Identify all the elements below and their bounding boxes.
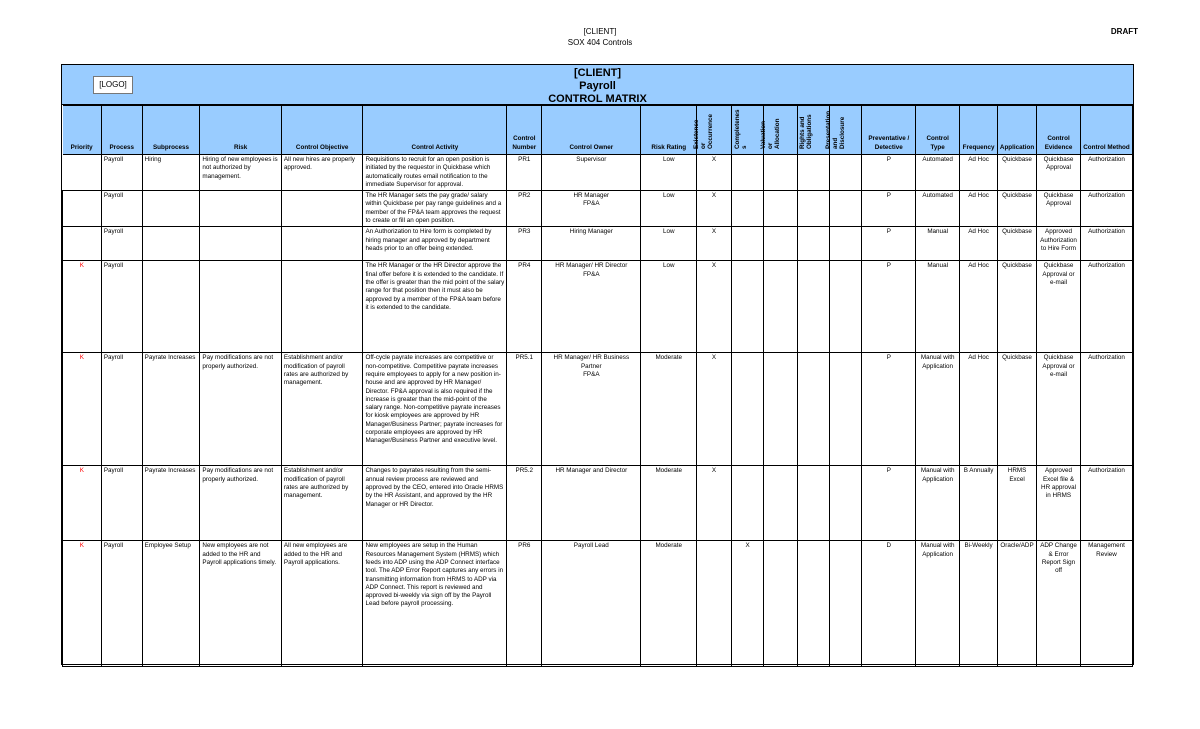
cell-rating: Low <box>641 155 697 191</box>
cell-frequency: Bi-Weekly <box>960 541 998 667</box>
table-row <box>63 353 1133 466</box>
cell-existence: X <box>697 191 732 227</box>
cell-owner: HR Manager and Director <box>542 466 641 541</box>
cell-subprocess: Employee Setup <box>142 541 200 667</box>
cell-objective: All new employees are added to the HR and Payroll applications. <box>281 541 363 667</box>
cell-risk <box>200 191 282 227</box>
cell-rights <box>798 191 830 227</box>
col-frequency: Frequency <box>960 106 998 155</box>
cell-process: Payroll <box>101 155 142 191</box>
cell-objective <box>281 191 363 227</box>
cell-activity: An Authorization to Hire form is completed by hiring manager and approved by department heads prior to an offer being extended. <box>363 227 507 261</box>
cell-valuation <box>764 261 798 353</box>
cell-application: Quickbase <box>998 353 1037 466</box>
cell-rights <box>798 353 830 466</box>
cell-owner: HR Manager/ HR Director FP&A <box>542 261 641 353</box>
cell-risk: Pay modifications are not properly authorized. <box>200 353 282 466</box>
cell-presentation <box>829 466 862 541</box>
cell-valuation <box>764 227 798 261</box>
cell-subprocess <box>142 227 200 261</box>
client-header: [CLIENT] <box>583 27 617 36</box>
cell-method: Authorization <box>1081 466 1133 541</box>
cell-existence: X <box>697 227 732 261</box>
cell-number: PR5.2 <box>507 466 542 541</box>
cell-completeness <box>731 227 764 261</box>
cell-prev-det: P <box>862 261 916 353</box>
cell-objective: Establishment and/or modification of payroll rates are authorized by management. <box>281 353 363 466</box>
cell-activity: New employees are setup in the Human Resources Management System (HRMS) which feeds into ADP using the ADP Connect interface tool. The ADP Error Report captures any errors in transmitting information from HRMS to ADP via ADP Connect. This report is reviewed and approved bi-weekly via sign off by the Payroll Lead before payroll processing. <box>363 541 507 667</box>
cell-presentation <box>829 191 862 227</box>
cell-method: Authorization <box>1081 353 1133 466</box>
cell-activity: Off-cycle payrate increases are competitive or non-competitive. Competitive payrate increases require employees to apply for a new position in-house and are approved by HR Manager/ Director. FP&A approval is also required if the increase is greater than the mid-point of the salary range. Non-competitive payrate increases for kiosk employees are approved by HR Manager/Business Partner; payrate increases for corporate employees are approved by HR Manager/Business Partner and executive level. <box>363 353 507 466</box>
cell-rights <box>798 261 830 353</box>
col-risk: Risk <box>200 106 282 155</box>
cell-control-type: Manual with Application <box>916 466 960 541</box>
cell-completeness: X <box>731 541 764 667</box>
cell-application: Quickbase <box>998 155 1037 191</box>
cell-process: Payroll <box>101 261 142 353</box>
cell-number: PR6 <box>507 541 542 667</box>
cell-frequency: Ad Hoc <box>960 261 998 353</box>
col-control-evidence: Control Evidence <box>1037 106 1081 155</box>
cell-presentation <box>829 353 862 466</box>
cell-activity: The HR Manager sets the pay grade/ salary within Quickbase per pay range guidelines and a member of the FP&A team approves the request to create or fill an open position. <box>363 191 507 227</box>
cell-control-type: Automated <box>916 191 960 227</box>
cell-number: PR5.1 <box>507 353 542 466</box>
cell-objective <box>281 227 363 261</box>
cell-application: Quickbase <box>998 191 1037 227</box>
cell-completeness <box>731 261 764 353</box>
cell-risk: Hiring of new employees is not authorized by management. <box>200 155 282 191</box>
cell-presentation <box>829 261 862 353</box>
cell-completeness <box>731 155 764 191</box>
cell-subprocess <box>142 261 200 353</box>
cell-evidence: Approved Excel file & HR approval in HRMS <box>1037 466 1081 541</box>
cell-evidence: Quickbase Approval <box>1037 191 1081 227</box>
table-row <box>63 541 1133 667</box>
cell-owner: HR Manager FP&A <box>542 191 641 227</box>
table-row <box>63 227 1133 261</box>
cell-application: HRMS Excel <box>998 466 1037 541</box>
cell-objective <box>281 261 363 353</box>
cell-number: PR2 <box>507 191 542 227</box>
cell-prev-det: P <box>862 227 916 261</box>
col-presentation <box>824 106 862 155</box>
page-header <box>0 26 1200 48</box>
logo-placeholder: [LOGO] <box>93 76 133 94</box>
cell-risk: Pay modifications are not properly authorized. <box>200 466 282 541</box>
cell-application: Oracle/ADP <box>998 541 1037 667</box>
cell-frequency: Ad Hoc <box>960 191 998 227</box>
cell-presentation <box>829 227 862 261</box>
cell-method: Authorization <box>1081 155 1133 191</box>
cell-process: Payroll <box>101 227 142 261</box>
cell-process: Payroll <box>101 466 142 541</box>
col-control-owner: Control Owner <box>542 106 641 155</box>
control-matrix <box>61 64 1134 665</box>
col-rights-label: Rights and Obligations <box>799 114 814 149</box>
cell-completeness <box>731 353 764 466</box>
cell-subprocess <box>142 191 200 227</box>
cell-frequency: B Annually <box>960 466 998 541</box>
cell-prev-det: P <box>862 155 916 191</box>
cell-valuation <box>764 541 798 667</box>
col-valuation <box>759 106 798 155</box>
cell-owner: Supervisor <box>542 155 641 191</box>
col-application: Application <box>998 106 1037 155</box>
cell-existence: X <box>697 155 732 191</box>
cell-priority <box>63 227 102 261</box>
cell-objective: Establishment and/or modification of payroll rates are authorized by management. <box>281 466 363 541</box>
cell-method: Authorization <box>1081 261 1133 353</box>
cell-priority: K <box>63 541 102 667</box>
cell-rating: Moderate <box>641 353 697 466</box>
cell-control-type: Manual with Application <box>916 541 960 667</box>
cell-evidence: Quickbase Approval or e-mail <box>1037 353 1081 466</box>
title-band <box>62 65 1133 105</box>
col-completeness-label: Completenes s <box>733 109 748 149</box>
cell-priority: K <box>63 261 102 353</box>
col-risk-rating: Risk Rating <box>641 106 697 155</box>
matrix-title <box>62 67 1133 106</box>
table-row <box>63 466 1133 541</box>
cell-evidence: ADP Change & Error Report Sign off <box>1037 541 1081 667</box>
cell-activity: Changes to payrates resulting from the semi-annual review process are reviewed and approved by the CEO, entered into Oracle HRMS by the HR Assistant, and approved by the HR Manager or HR Director. <box>363 466 507 541</box>
col-control-activity: Control Activity <box>363 106 507 155</box>
cell-valuation <box>764 155 798 191</box>
cell-risk <box>200 227 282 261</box>
col-valuation-label: Valuation or Allocation <box>759 118 781 149</box>
cell-frequency: Ad Hoc <box>960 353 998 466</box>
matrix-title-name: CONTROL MATRIX <box>548 93 647 105</box>
cell-rights <box>798 466 830 541</box>
cell-prev-det: D <box>862 541 916 667</box>
col-priority: Priority <box>63 106 102 155</box>
cell-method: Authorization <box>1081 227 1133 261</box>
cell-control-type: Manual <box>916 227 960 261</box>
cell-frequency: Ad Hoc <box>960 155 998 191</box>
cell-evidence: Quickbase Approval or e-mail <box>1037 261 1081 353</box>
cell-process: Payroll <box>101 191 142 227</box>
cell-rating: Low <box>641 261 697 353</box>
control-table <box>62 105 1133 667</box>
cell-priority: K <box>63 353 102 466</box>
cell-valuation <box>764 191 798 227</box>
sox-header: SOX 404 Controls <box>567 38 633 47</box>
cell-existence <box>697 541 732 667</box>
cell-completeness <box>731 466 764 541</box>
col-presentation-label: Presentation and Disclosure <box>824 110 846 149</box>
cell-rating: Moderate <box>641 466 697 541</box>
cell-completeness <box>731 191 764 227</box>
cell-presentation <box>829 541 862 667</box>
cell-application: Quickbase <box>998 261 1037 353</box>
cell-rights <box>798 155 830 191</box>
cell-subprocess: Payrate Increases <box>142 466 200 541</box>
cell-rating: Moderate <box>641 541 697 667</box>
table-body <box>63 155 1133 667</box>
cell-priority <box>63 191 102 227</box>
header-row <box>63 106 1133 155</box>
cell-evidence: Approved Authorization to Hire Form <box>1037 227 1081 261</box>
cell-priority <box>63 155 102 191</box>
cell-number: PR1 <box>507 155 542 191</box>
cell-valuation <box>764 353 798 466</box>
table-row <box>63 155 1133 191</box>
cell-rating: Low <box>641 191 697 227</box>
cell-objective: All new hires are properly approved. <box>281 155 363 191</box>
col-subprocess: Subprocess <box>142 106 200 155</box>
cell-method: Management Review <box>1081 541 1133 667</box>
col-existence <box>692 106 732 155</box>
table-row <box>63 261 1133 353</box>
col-control-number: Control Number <box>507 106 542 155</box>
cell-method: Authorization <box>1081 191 1133 227</box>
cell-owner: Payroll Lead <box>542 541 641 667</box>
cell-rating: Low <box>641 227 697 261</box>
table-row <box>63 191 1133 227</box>
cell-subprocess: Hiring <box>142 155 200 191</box>
cell-risk: New employees are not added to the HR and Payroll applications timely. <box>200 541 282 667</box>
col-control-objective: Control Objective <box>281 106 363 155</box>
cell-control-type: Automated <box>916 155 960 191</box>
cell-number: PR4 <box>507 261 542 353</box>
cell-frequency: Ad Hoc <box>960 227 998 261</box>
cell-existence: X <box>697 466 732 541</box>
col-existence-label: Existence or Occurrence <box>692 113 714 149</box>
cell-rights <box>798 541 830 667</box>
col-prev-det: Preventative / Detective <box>862 106 916 155</box>
cell-application: Quickbase <box>998 227 1037 261</box>
cell-control-type: Manual <box>916 261 960 353</box>
cell-presentation <box>829 155 862 191</box>
cell-control-type: Manual with Application <box>916 353 960 466</box>
col-control-type: Control Type <box>916 106 960 155</box>
cell-prev-det: P <box>862 191 916 227</box>
matrix-title-process: Payroll <box>579 80 616 92</box>
cell-process: Payroll <box>101 353 142 466</box>
cell-evidence: Quickbase Approval <box>1037 155 1081 191</box>
cell-existence: X <box>697 353 732 466</box>
cell-prev-det: P <box>862 353 916 466</box>
cell-rights <box>798 227 830 261</box>
cell-risk <box>200 261 282 353</box>
cell-valuation <box>764 466 798 541</box>
cell-activity: The HR Manager or the HR Director approve the final offer before it is extended to the candidate. If the offer is greater than the mid point of the salary range for that position then it must also be approved by a member of the FP&A team before it is extended to the candidate. <box>363 261 507 353</box>
cell-subprocess: Payrate Increases <box>142 353 200 466</box>
col-control-method: Control Method <box>1081 106 1133 155</box>
col-process: Process <box>101 106 142 155</box>
cell-owner: Hiring Manager <box>542 227 641 261</box>
cell-existence: X <box>697 261 732 353</box>
draft-label: DRAFT <box>1110 27 1138 36</box>
cell-process: Payroll <box>101 541 142 667</box>
matrix-title-client: [CLIENT] <box>573 67 622 79</box>
cell-number: PR3 <box>507 227 542 261</box>
cell-priority: K <box>63 466 102 541</box>
cell-activity: Requisitions to recruit for an open position is initiated by the requestor in Quickbase which automatically routes email notification to the immediate Supervisor for approval. <box>363 155 507 191</box>
cell-owner: HR Manager/ HR Business Partner FP&A <box>542 353 641 466</box>
cell-prev-det: P <box>862 466 916 541</box>
